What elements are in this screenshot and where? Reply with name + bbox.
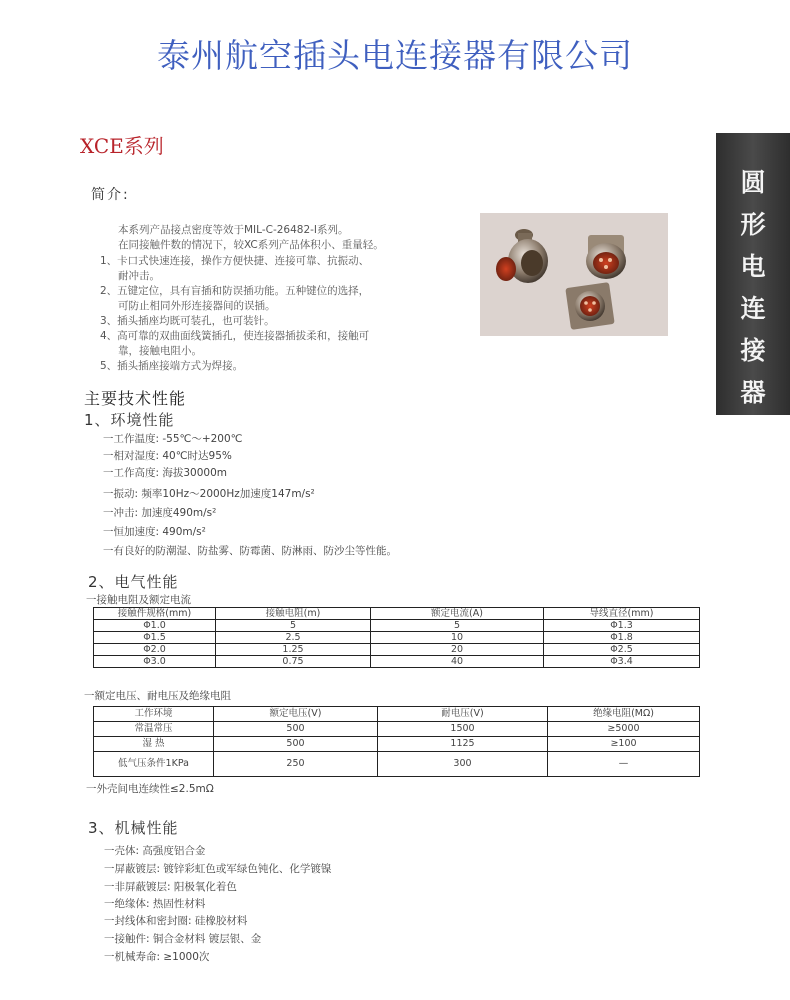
side-banner-char: 电 xyxy=(740,252,766,281)
mechanical-item: 一非屏蔽镀层: 阳极氧化着色 xyxy=(104,881,237,893)
table-cell: 0.75 xyxy=(216,656,371,668)
table-cell: 湿 热 xyxy=(94,737,214,752)
mechanical-item: 一壳体: 高强度铝合金 xyxy=(104,845,206,857)
environment-item: 一有良好的防潮湿、防盐雾、防霉菌、防淋雨、防沙尘等性能。 xyxy=(103,545,397,557)
environment-item: 一相对湿度: 40℃时达95% xyxy=(103,450,232,462)
table-cell: 低气压条件1KPa xyxy=(94,752,214,777)
table-row xyxy=(94,620,700,632)
series-title: XCE系列 xyxy=(80,134,164,158)
table-row xyxy=(94,737,700,752)
intro-line: 5、插头插座接端方式为焊接。 xyxy=(100,360,244,372)
table-cell: 500 xyxy=(214,722,378,737)
contact-resistance-table xyxy=(93,607,700,668)
mechanical-heading: 3、机械性能 xyxy=(88,819,179,837)
environment-item: 一工作温度: -55℃～+200℃ xyxy=(103,433,243,445)
environment-item: 一工作高度: 海拔30000m xyxy=(103,467,228,479)
intro-line: 靠，接触电阻小。 xyxy=(118,345,202,357)
mechanical-item: 一机械寿命: ≥1000次 xyxy=(104,951,210,963)
intro-line: 可防止相同外形连接器间的误插。 xyxy=(118,300,276,312)
intro-line: 耐冲击。 xyxy=(118,270,160,282)
table-row xyxy=(94,632,700,644)
table-header-row xyxy=(94,707,700,722)
table-cell: 40 xyxy=(371,656,544,668)
table-cell: Φ3.0 xyxy=(94,656,216,668)
mechanical-item: 一屏蔽镀层: 镀锌彩虹色或军绿色钝化、化学镀镍 xyxy=(104,863,332,875)
table-cell: 500 xyxy=(214,737,378,752)
table-row xyxy=(94,722,700,737)
table2-caption: 一额定电压、耐电压及绝缘电阻 xyxy=(84,690,231,702)
table-cell: Φ1.8 xyxy=(544,632,700,644)
table-cell: Φ1.3 xyxy=(544,620,700,632)
table-cell: 1.25 xyxy=(216,644,371,656)
environment-heading: 1、环境性能 xyxy=(84,411,175,429)
side-banner-char: 器 xyxy=(740,378,766,407)
side-banner-char: 形 xyxy=(740,210,766,239)
table-header-cell: 接触电阻(m) xyxy=(216,608,371,620)
connector-photo xyxy=(480,213,668,336)
environment-item: 一冲击: 加速度490m/s² xyxy=(103,507,217,519)
table-cell: Φ3.4 xyxy=(544,656,700,668)
table-cell: 1500 xyxy=(378,722,548,737)
table-cell: 1125 xyxy=(378,737,548,752)
table-row xyxy=(94,752,700,777)
table-cell: — xyxy=(548,752,700,777)
table-header-cell: 工作环境 xyxy=(94,707,214,722)
table-header-cell: 额定电流(A) xyxy=(371,608,544,620)
intro-line: 在同接触件数的情况下，较XC系列产品体积小、重量轻。 xyxy=(118,239,384,251)
environment-item: 一恒加速度: 490m/s² xyxy=(103,526,206,538)
table-cell: Φ1.0 xyxy=(94,620,216,632)
side-banner-char: 连 xyxy=(740,294,766,323)
intro-line: 3、插头插座均既可装孔，也可装针。 xyxy=(100,315,275,327)
intro-line: 4、高可靠的双曲面线簧插孔，使连接器插拔柔和，接触可 xyxy=(100,330,370,342)
company-title: 泰州航空插头电连接器有限公司 xyxy=(157,36,633,75)
voltage-insulation-table xyxy=(93,706,700,777)
table-cell: 5 xyxy=(216,620,371,632)
mechanical-item: 一封线体和密封圈: 硅橡胶材料 xyxy=(104,915,248,927)
table-cell: 250 xyxy=(214,752,378,777)
table-cell: Φ2.0 xyxy=(94,644,216,656)
mechanical-item: 一接触件: 铜合金材料 镀层银、金 xyxy=(104,933,262,945)
table1-caption: 一接触电阻及额定电流 xyxy=(86,594,191,606)
table-cell: 10 xyxy=(371,632,544,644)
table-cell: 2.5 xyxy=(216,632,371,644)
side-banner-char: 接 xyxy=(740,336,766,365)
table-row xyxy=(94,656,700,668)
intro-line: 2、五键定位，具有盲插和防误插功能。五种键位的选择， xyxy=(100,285,370,297)
table-cell: 常温常压 xyxy=(94,722,214,737)
table-header-cell: 接触件规格(mm) xyxy=(94,608,216,620)
intro-line: 1、卡口式快速连接，操作方便快捷、连接可靠、抗振动、 xyxy=(100,255,370,267)
table-header-cell: 导线直径(mm) xyxy=(544,608,700,620)
table-cell: ≥100 xyxy=(548,737,700,752)
side-banner xyxy=(716,133,790,415)
table-header-row xyxy=(94,608,700,620)
table-cell: 5 xyxy=(371,620,544,632)
table-cell: ≥5000 xyxy=(548,722,700,737)
electrical-heading: 2、电气性能 xyxy=(88,573,179,591)
environment-item: 一振动: 频率10Hz～2000Hz加速度147m/s² xyxy=(103,488,315,500)
table-cell: 20 xyxy=(371,644,544,656)
intro-heading: 简介: xyxy=(91,187,130,203)
intro-line: 本系列产品接点密度等效于MIL-C-26482-Ⅰ系列。 xyxy=(118,224,349,236)
main-heading: 主要技术性能 xyxy=(84,389,187,408)
table-header-cell: 额定电压(V) xyxy=(214,707,378,722)
table-header-cell: 耐电压(V) xyxy=(378,707,548,722)
mechanical-item: 一绝缘体: 热固性材料 xyxy=(104,898,206,910)
table-cell: Φ2.5 xyxy=(544,644,700,656)
shell-continuity-note: 一外壳间电连续性≤2.5mΩ xyxy=(86,783,214,795)
side-banner-char: 圆 xyxy=(740,168,766,197)
table-header-cell: 绝缘电阻(MΩ) xyxy=(548,707,700,722)
table-row xyxy=(94,644,700,656)
table-cell: Φ1.5 xyxy=(94,632,216,644)
table-cell: 300 xyxy=(378,752,548,777)
